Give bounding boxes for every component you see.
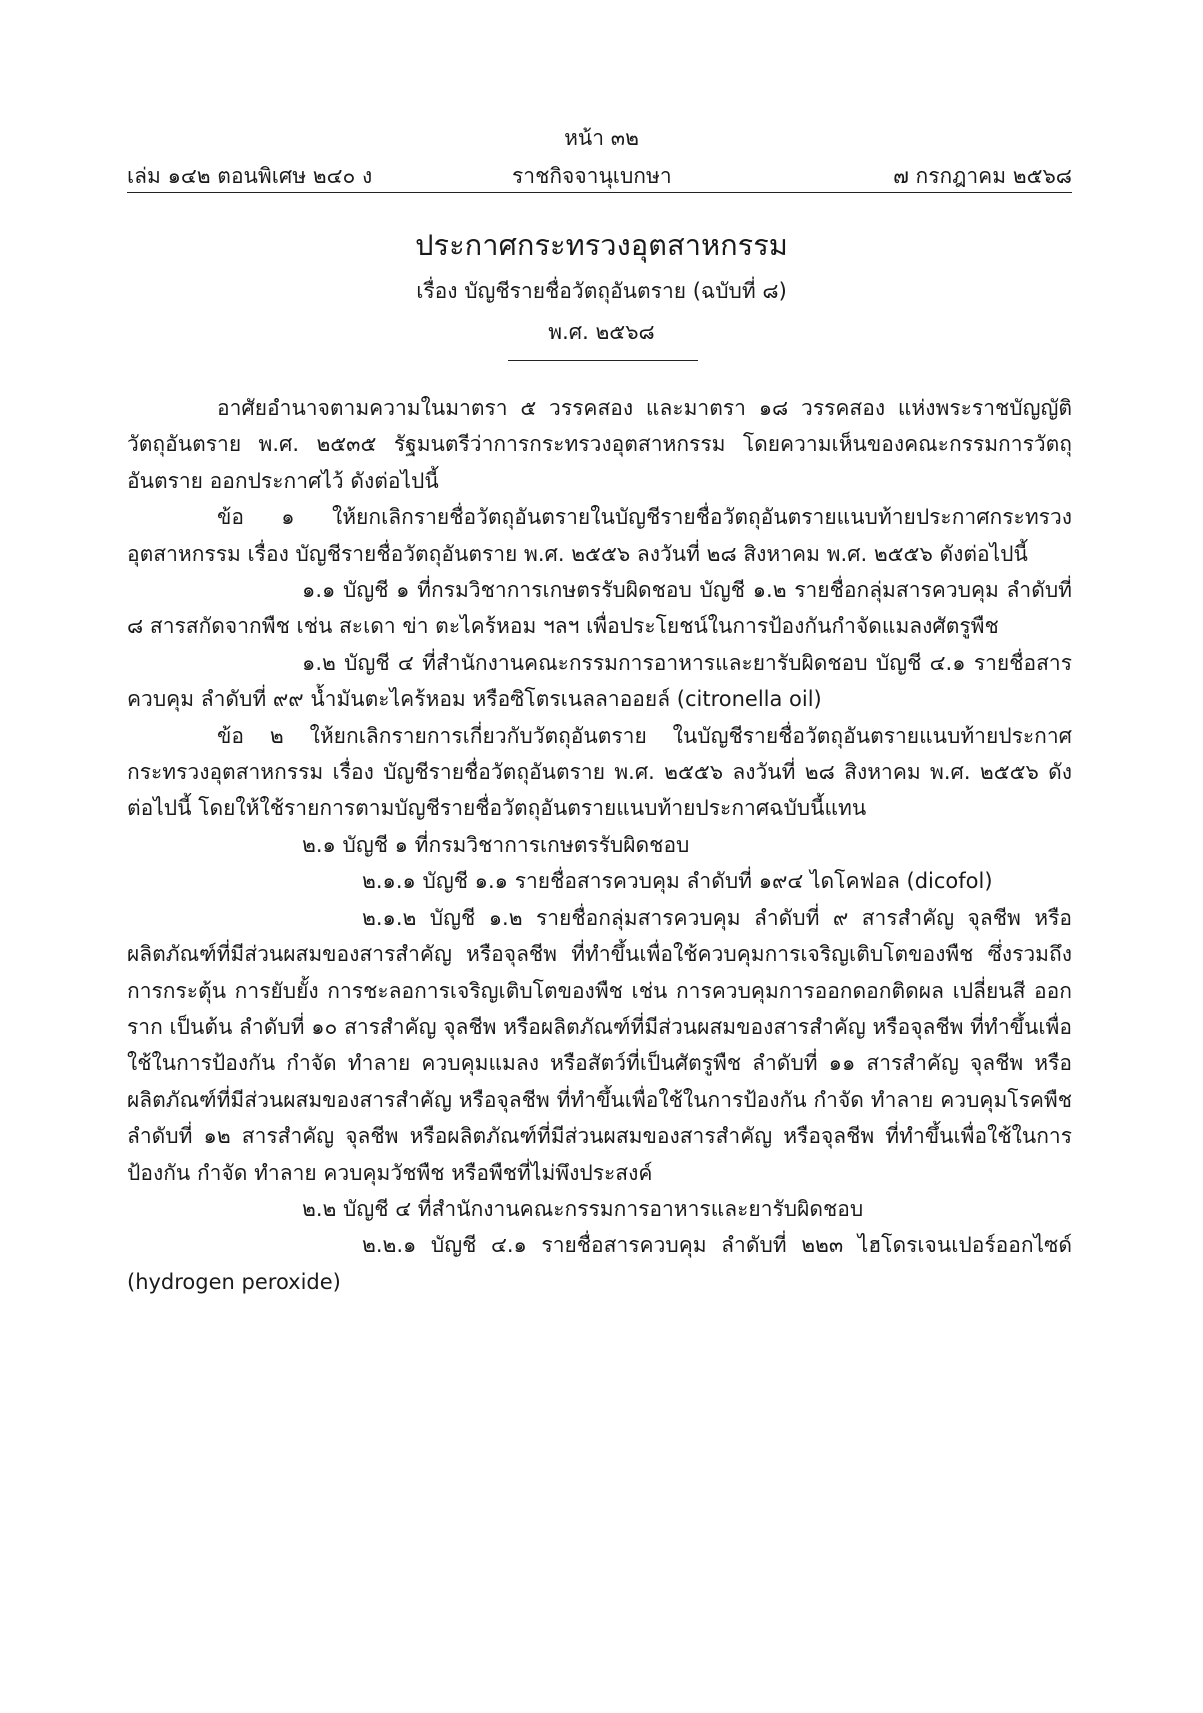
paragraph-clause-1-2: ๑.๒ บัญชี ๔ ที่สำนักงานคณะกรรมการอาหารและยารับผิดชอบ บัญชี ๔.๑ รายชื่อสารควบคุม ลำดับที่ ๙๙ น้ำมันตะไคร้หอม หรือซิโตรเนลลาออยล์ (citronella oil) [127, 650, 1072, 712]
paragraph-clause-2-2-1: ๒.๒.๑ บัญชี ๔.๑ รายชื่อสารควบคุม ลำดับที่ ๒๒๓ ไฮโดรเจนเปอร์ออกไซด์ (hydrogen peroxide) [127, 1233, 1072, 1294]
title-divider [508, 360, 698, 361]
announcement-title: ประกาศกระทรวงอุตสาหกรรม [415, 228, 788, 262]
paragraph-clause-1-1: ๑.๑ บัญชี ๑ ที่กรมวิชาการเกษตรรับผิดชอบ บัญชี ๑.๒ รายชื่อกลุ่มสารควบคุม ลำดับที่ ๘ สารสกัดจากพืช เช่น สะเดา ข่า ตะไคร้หอม ฯลฯ เพื่อประโยชน์ในการป้องกันกำจัดแมลงศัตรูพืช [127, 578, 1072, 639]
announcement-body [127, 390, 1072, 1300]
paragraph-clause-2: ข้อ ๒ ให้ยกเลิกรายการเกี่ยวกับวัตถุอันตราย ในบัญชีรายชื่อวัตถุอันตรายแนบท้ายประกาศกระทรวงอุตสาหกรรม เรื่อง บัญชีรายชื่อวัตถุอันตราย พ.ศ. ๒๕๕๖ ลงวันที่ ๒๘ สิงหาคม พ.ศ. ๒๕๕๖ ดังต่อไปนี้ โดยให้ใช้รายการตามบัญชีรายชื่อวัตถุอันตรายแนบท้ายประกาศฉบับนี้แทน [127, 723, 1072, 821]
paragraph-preamble: อาศัยอำนาจตามความในมาตรา ๕ วรรคสอง และมาตรา ๑๘ วรรคสอง แห่งพระราชบัญญัติวัตถุอันตราย พ.ศ. ๒๕๓๕ รัฐมนตรีว่าการกระทรวงอุตสาหกรรม โดยความเห็นของคณะกรรมการวัตถุอันตราย ออกประกาศไว้ ดังต่อไปนี้ [127, 396, 1072, 493]
gazette-header [127, 160, 1072, 193]
paragraph-clause-1: ข้อ ๑ ให้ยกเลิกรายชื่อวัตถุอันตรายในบัญชีรายชื่อวัตถุอันตรายแนบท้ายประกาศกระทรวงอุตสาหกรรม เรื่อง บัญชีรายชื่อวัตถุอันตราย พ.ศ. ๒๕๕๖ ลงวันที่ ๒๘ สิงหาคม พ.ศ. ๒๕๕๖ ดังต่อไปนี้ [127, 505, 1072, 566]
announcement-year: พ.ศ. ๒๕๖๘ [548, 320, 655, 344]
paragraph-clause-2-2: ๒.๒ บัญชี ๔ ที่สำนักงานคณะกรรมการอาหารและยารับผิดชอบ [302, 1196, 864, 1221]
publication-date: ๗ กรกฎาคม ๒๕๖๘ [893, 164, 1072, 188]
paragraph-clause-2-1-2: ๒.๑.๒ บัญชี ๑.๒ รายชื่อกลุ่มสารควบคุม ลำดับที่ ๙ สารสำคัญ จุลชีพ หรือผลิตภัณฑ์ที่มีส่วนผสมของสารสำคัญ หรือจุลชีพ ที่ทำขึ้นเพื่อใช้ควบคุมการเจริญเติบโตของพืช ซึ่งรวมถึงการกระตุ้น การยับยั้ง การชะลอการเจริญเติบโตของพืช เช่น การควบคุมการออกดอกติดผล เปลี่ยนสี ออกราก เป็นต้น ลำดับที่ ๑๐ สารสำคัญ จุลชีพ หรือผลิตภัณฑ์ที่มีส่วนผสมของสารสำคัญ หรือจุลชีพ ที่ทำขึ้นเพื่อใช้ในการป้องกัน กำจัด ทำลาย ควบคุมแมลง หรือสัตว์ที่เป็นศัตรูพืช ลำดับที่ ๑๑ สารสำคัญ จุลชีพ หรือผลิตภัณฑ์ที่มีส่วนผสมของสารสำคัญ หรือจุลชีพ ที่ทำขึ้นเพื่อใช้ในการป้องกัน กำจัด ทำลาย ควบคุมโรคพืช ลำดับที่ ๑๒ สารสำคัญ จุลชีพ หรือผลิตภัณฑ์ที่มีส่วนผสมของสารสำคัญ หรือจุลชีพ ที่ทำขึ้นเพื่อใช้ในการป้องกัน กำจัด ทำลาย ควบคุมวัชพืช หรือพืชที่ไม่พึงประสงค์ [127, 905, 1072, 1185]
volume-issue: เล่ม ๑๔๒ ตอนพิเศษ ๒๔๐ ง [127, 164, 373, 188]
announcement-subject: เรื่อง บัญชีรายชื่อวัตถุอันตราย (ฉบับที่ ๘) [416, 279, 787, 303]
gazette-name: ราชกิจจานุเบกษา [512, 164, 672, 188]
page-number: หน้า ๓๒ [564, 126, 639, 150]
paragraph-clause-2-1: ๒.๑ บัญชี ๑ ที่กรมวิชาการเกษตรรับผิดชอบ [302, 832, 690, 857]
paragraph-clause-2-1-1: ๒.๑.๑ บัญชี ๑.๑ รายชื่อสารควบคุม ลำดับที่ ๑๙๔ ไดโคฟอล (dicofol) [362, 869, 993, 894]
